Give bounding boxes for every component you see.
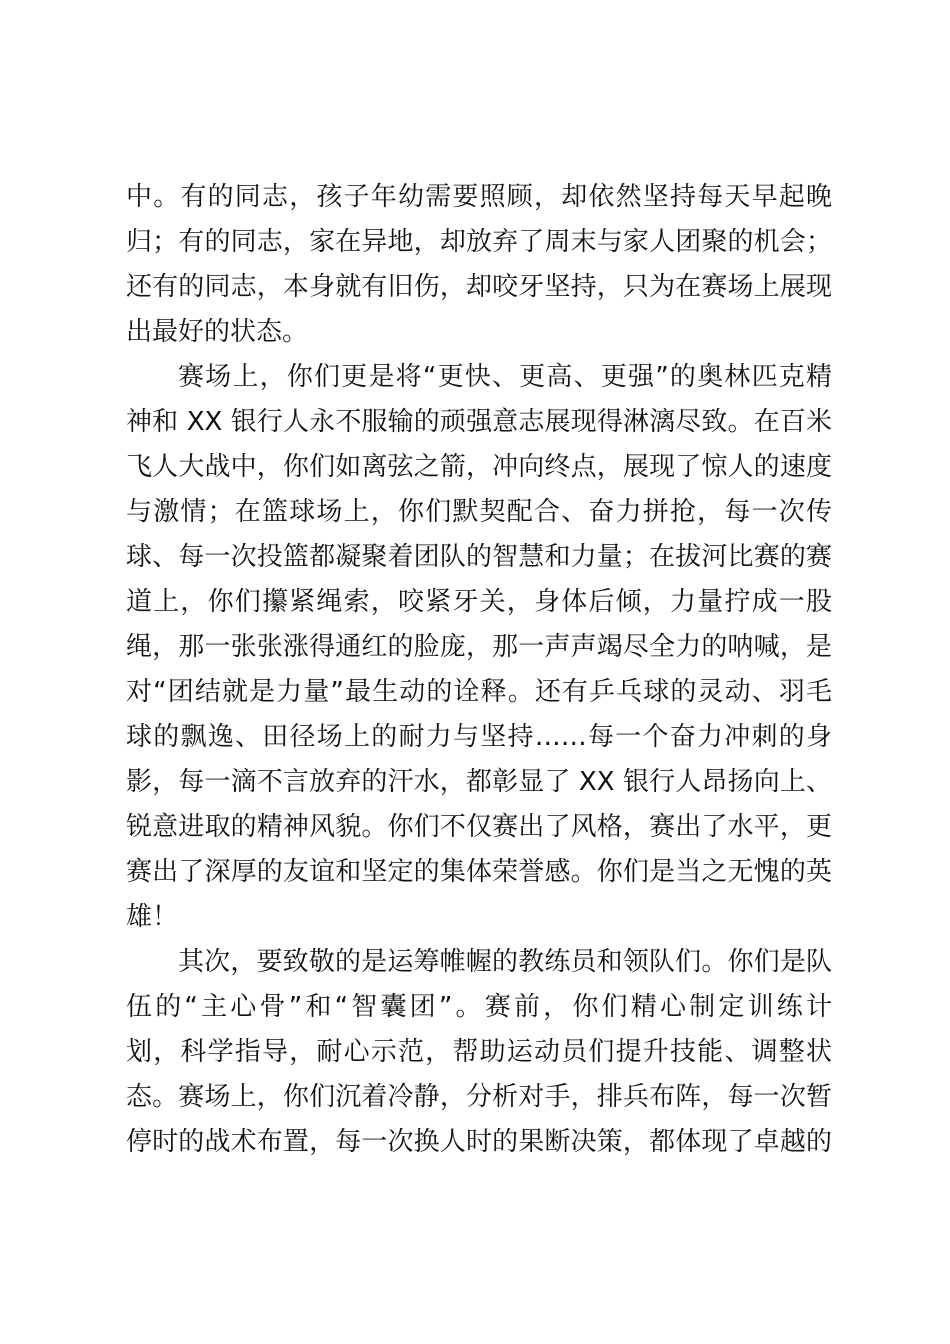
text-line: 出最好的状态。 (126, 317, 309, 347)
text-line: 飞人大战中，你们如离弦之箭，冲向终点，展现了惊人的速度 (126, 452, 832, 482)
text-line: 影，每一滴不言放弃的汗水，都彰显了 XX 银行人昂扬向上、 (126, 767, 832, 797)
text-line: 中。有的同志，孩子年幼需要照顾，却依然坚持每天早起晚 (126, 182, 832, 212)
text-line: 停时的战术布置，每一次换人时的果断决策，都体现了卓越的 (126, 1127, 832, 1157)
text-line: 态。赛场上，你们沉着冷静，分析对手，排兵布阵，每一次暂 (126, 1082, 832, 1112)
text-line: 道上，你们攥紧绳索，咬紧牙关，身体后倾，力量拧成一股 (126, 587, 832, 617)
text-line: 与激情；在篮球场上，你们默契配合、奋力拼抢，每一次传 (126, 497, 832, 527)
text-line: 球、每一次投篮都凝聚着团队的智慧和力量；在拔河比赛的赛 (126, 542, 832, 572)
paragraph-start-line: 其次，要致敬的是运筹帷幄的教练员和领队们。你们是队 (178, 947, 832, 977)
text-line: 对“团结就是力量”最生动的诠释。还有乒乓球的灵动、羽毛 (126, 677, 832, 707)
paragraph-start-line: 赛场上，你们更是将“更快、更高、更强”的奥林匹克精 (178, 362, 832, 392)
text-line: 锐意进取的精神风貌。你们不仅赛出了风格，赛出了水平，更 (126, 812, 832, 842)
text-line: 伍的“主心骨”和“智囊团”。赛前，你们精心制定训练计 (126, 992, 832, 1022)
text-line: 归；有的同志，家在异地，却放弃了周末与家人团聚的机会； (126, 227, 832, 257)
text-line: 绳，那一张张涨得通红的脸庞，那一声声竭尽全力的呐喊，是 (126, 632, 832, 662)
text-line: 球的飘逸、田径场上的耐力与坚持……每一个奋力冲刺的身 (126, 722, 832, 752)
text-line: 划，科学指导，耐心示范，帮助运动员们提升技能、调整状 (126, 1037, 832, 1067)
text-line: 雄！ (126, 902, 179, 932)
text-line: 神和 XX 银行人永不服输的顽强意志展现得淋漓尽致。在百米 (126, 407, 832, 437)
text-line: 赛出了深厚的友谊和坚定的集体荣誉感。你们是当之无愧的英 (126, 857, 832, 887)
text-line: 还有的同志，本身就有旧伤，却咬牙坚持，只为在赛场上展现 (126, 272, 832, 302)
